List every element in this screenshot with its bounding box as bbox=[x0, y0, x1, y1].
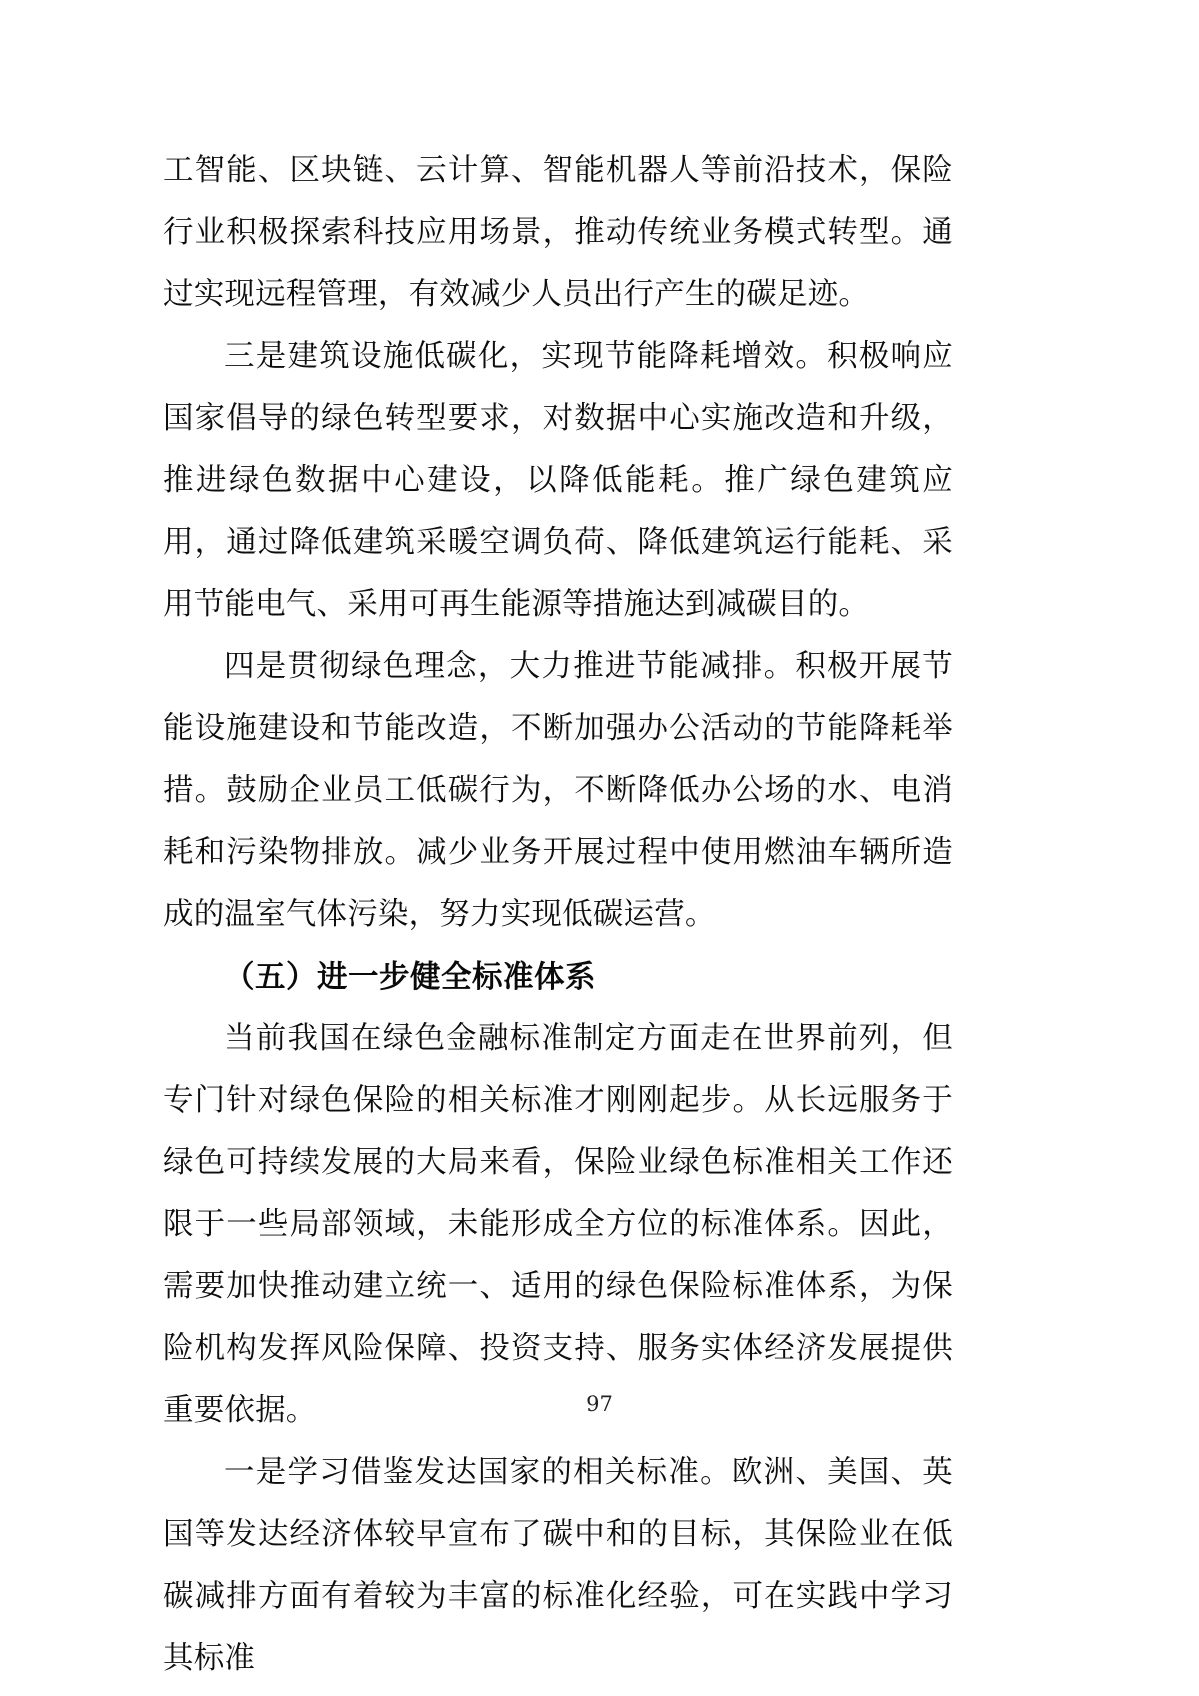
paragraph-item-four: 四是贯彻绿色理念，大力推进节能减排。积极开展节能设施建设和节能改造，不断加强办公活动的节能降耗举措。鼓励企业员工低碳行为，不断降低办公场的水、电消耗和污染物排放。减少业务开展过程中使用燃油车辆所造成的温室气体污染，努力实现低碳运营。 bbox=[163, 649, 953, 932]
page-number: 97 bbox=[586, 1392, 613, 1416]
section-heading: （五）进一步健全标准体系 bbox=[224, 959, 596, 995]
paragraph-tech-continuation: 工智能、区块链、云计算、智能机器人等前沿技术，保险行业积极探索科技应用场景，推动传统业务模式转型。通过实现远程管理，有效减少人员出行产生的碳足迹。 bbox=[163, 153, 953, 312]
paragraph-item-one: 一是学习借鉴发达国家的相关标准。欧洲、美国、英国等发达经济体较早宣布了碳中和的目标，其保险业在低碳减排方面有着较为丰富的标准化经验，可在实践中学习其标准 bbox=[163, 1455, 953, 1676]
paragraph-item-three: 三是建筑设施低碳化，实现节能降耗增效。积极响应国家倡导的绿色转型要求，对数据中心实施改造和升级，推进绿色数据中心建设，以降低能耗。推广绿色建筑应用，通过降低建筑采暖空调负荷、降低建筑运行能耗、采用节能电气、采用可再生能源等措施达到减碳目的。 bbox=[163, 339, 953, 622]
page-content bbox=[163, 140, 953, 1690]
paragraph-standards-current: 当前我国在绿色金融标准制定方面走在世界前列，但专门针对绿色保险的相关标准才刚刚起步。从长远服务于绿色可持续发展的大局来看，保险业绿色标准相关工作还限于一些局部领域，未能形成全方位的标准体系。因此，需要加快推动建立统一、适用的绿色保险标准体系，为保险机构发挥风险保障、投资支持、服务实体经济发展提供重要依据。 bbox=[163, 1021, 953, 1428]
